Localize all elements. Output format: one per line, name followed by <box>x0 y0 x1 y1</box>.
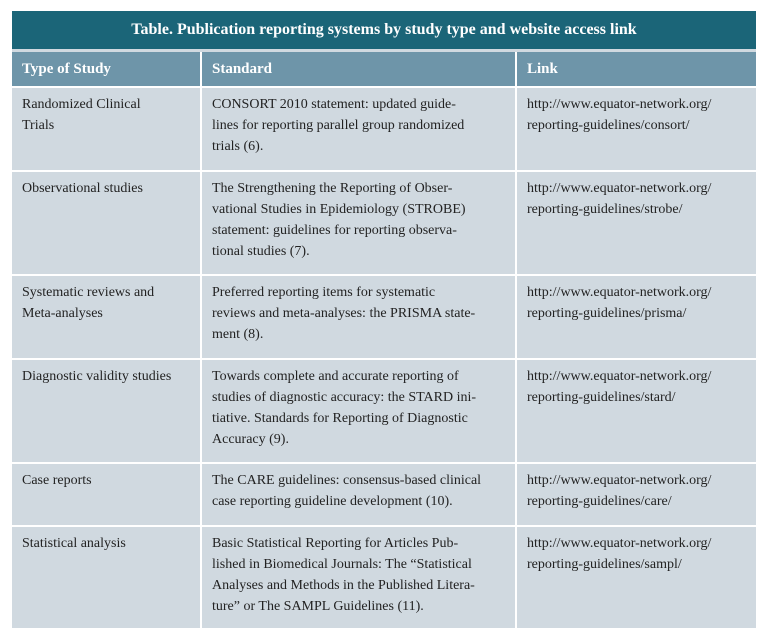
table-row <box>12 526 756 630</box>
link-text[interactable]: http://www.equator-network.org/ <box>527 97 712 112</box>
header-row <box>12 52 756 87</box>
header-type-of-study: Type of Study <box>12 52 201 87</box>
cell-line: trials (6). <box>212 139 264 154</box>
link-cell[interactable] <box>516 87 756 171</box>
cell-line: Statistical analysis <box>22 536 126 551</box>
study-type-cell <box>12 526 201 630</box>
cell-line: Randomized Clinical <box>22 97 141 112</box>
table-row <box>12 463 756 526</box>
cell-line: lished in Biomedical Journals: The “Statistical <box>212 557 472 572</box>
header-standard: Standard <box>201 52 516 87</box>
link-text[interactable]: http://www.equator-network.org/ <box>527 536 712 551</box>
cell-line: Observational studies <box>22 181 143 196</box>
link-text[interactable]: http://www.equator-network.org/ <box>527 369 712 384</box>
cell-line: The CARE guidelines: consensus-based clinical <box>212 473 482 488</box>
cell-line: Diagnostic validity studies <box>22 369 172 384</box>
header-link: Link <box>516 52 756 87</box>
cell-line: ment (8). <box>212 327 264 342</box>
study-type-cell <box>12 463 201 526</box>
table-row <box>12 275 756 359</box>
standard-cell <box>201 87 516 171</box>
reporting-systems-table <box>12 52 756 630</box>
publication-table-frame <box>12 11 756 628</box>
link-text[interactable]: reporting-guidelines/care/ <box>527 494 672 509</box>
link-text[interactable]: http://www.equator-network.org/ <box>527 181 712 196</box>
cell-line: Towards complete and accurate reporting of <box>212 369 459 384</box>
table-row <box>12 171 756 275</box>
link-text[interactable]: http://www.equator-network.org/ <box>527 473 712 488</box>
cell-line: tiative. Standards for Reporting of Diagnostic <box>212 411 468 426</box>
link-cell[interactable] <box>516 359 756 463</box>
cell-line: statement: guidelines for reporting observa- <box>212 223 457 238</box>
cell-line: reviews and meta-analyses: the PRISMA state- <box>212 306 476 321</box>
cell-line: Systematic reviews and <box>22 285 155 300</box>
table-row <box>12 87 756 171</box>
link-cell[interactable] <box>516 275 756 359</box>
cell-line: CONSORT 2010 statement: updated guide- <box>212 97 456 112</box>
link-text[interactable]: reporting-guidelines/sampl/ <box>527 557 682 572</box>
link-cell[interactable] <box>516 526 756 630</box>
cell-line: The Strengthening the Reporting of Obser- <box>212 181 453 196</box>
cell-line: Accuracy (9). <box>212 432 289 447</box>
standard-cell <box>201 275 516 359</box>
link-text[interactable]: reporting-guidelines/prisma/ <box>527 306 687 321</box>
cell-line: studies of diagnostic accuracy: the STARD ini- <box>212 390 477 405</box>
cell-line: vational Studies in Epidemiology (STROBE) <box>212 202 466 217</box>
standard-cell <box>201 359 516 463</box>
cell-line: Preferred reporting items for systematic <box>212 285 436 300</box>
cell-line: Trials <box>22 118 55 133</box>
study-type-cell <box>12 359 201 463</box>
study-type-cell <box>12 275 201 359</box>
cell-line: ture” or The SAMPL Guidelines (11). <box>212 599 424 614</box>
standard-cell <box>201 463 516 526</box>
link-cell[interactable] <box>516 463 756 526</box>
cell-line: Basic Statistical Reporting for Articles Pub- <box>212 536 459 551</box>
cell-line: Meta-analyses <box>22 306 103 321</box>
link-text[interactable]: reporting-guidelines/stard/ <box>527 390 676 405</box>
standard-cell <box>201 171 516 275</box>
table-title: Table. Publication reporting systems by study type and website access link <box>12 11 756 49</box>
study-type-cell <box>12 171 201 275</box>
cell-line: tional studies (7). <box>212 244 310 259</box>
cell-line: lines for reporting parallel group randomized <box>212 118 465 133</box>
study-type-cell <box>12 87 201 171</box>
link-cell[interactable] <box>516 171 756 275</box>
link-text[interactable]: reporting-guidelines/strobe/ <box>527 202 683 217</box>
standard-cell <box>201 526 516 630</box>
cell-line: case reporting guideline development (10). <box>212 494 453 509</box>
link-text[interactable]: reporting-guidelines/consort/ <box>527 118 690 133</box>
table-row <box>12 359 756 463</box>
cell-line: Case reports <box>22 473 92 488</box>
link-text[interactable]: http://www.equator-network.org/ <box>527 285 712 300</box>
cell-line: Analyses and Methods in the Published Litera- <box>212 578 475 593</box>
